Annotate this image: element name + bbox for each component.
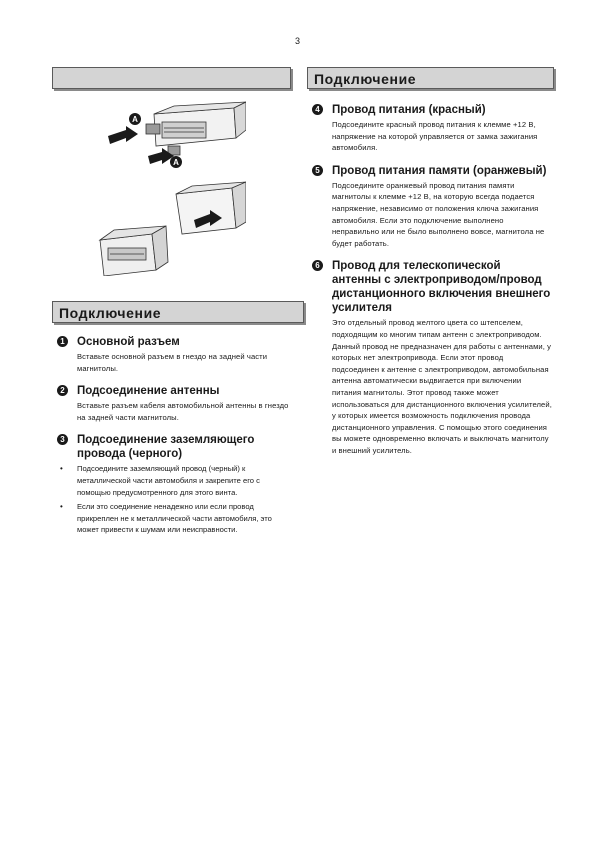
right-section-header bbox=[307, 67, 554, 89]
item-body: Вставьте разъем кабеля автомобильной антенны в гнездо на задней части магнитолы. bbox=[77, 401, 289, 422]
callout-a-label: A bbox=[132, 115, 138, 124]
item-body: Подсоедините оранжевый провод питания памяти магнитолы к клемме +12 В, на которую всегда подается напряжение, независимо от положения ключа зажигания автомобиля. Если это подключение выполнено неправильно или не было выполнено вовсе, магнитола не будет работать. bbox=[332, 180, 545, 248]
bullet-text: Если это соединение ненадежно или если провод прикреплен не к металлической части автомобиля, это может привести к шумам или неисправности. bbox=[77, 502, 272, 535]
item-title: Основной разъем bbox=[77, 336, 180, 348]
left-section-title: Подключение bbox=[59, 305, 162, 321]
callout-a-bottom bbox=[170, 156, 182, 168]
left-column bbox=[57, 335, 295, 546]
callout-a-label: A bbox=[173, 158, 179, 167]
item-title: Провод питания (красный) bbox=[332, 104, 486, 116]
item-body: Это отдельный провод желтого цвета со штепселем, подходящим ко многим типам антенн с электроприводом. Данный провод не предназначен для работы с антеннами, у которых нет электропривода. Если этот провод подсоединен к антенне с электроприводом, автомобильная антенна автоматически выдвигается при включении питания магнитолы. Этот провод также может использоваться для дистанционного включения усилителей, у которых имеется возможность подключения провода дистанционного управления. С помощью этого соединения вы можете одновременно включать и выключать магнитолу и внешний усилитель. bbox=[332, 318, 552, 455]
right-column bbox=[312, 103, 552, 466]
item-title: Подсоединение заземляющего провода (черного) bbox=[77, 434, 255, 461]
item-number: 5 bbox=[312, 165, 323, 176]
item-number: 1 bbox=[57, 336, 68, 347]
callout-a-top bbox=[129, 113, 141, 125]
item-memory-power-wire bbox=[312, 164, 552, 250]
bullet-text: Подсоедините заземляющий провод (черный) к металлической части автомобиля и закрепите его с помощью предусмотренного для этого винта. bbox=[77, 464, 260, 497]
item-ground-wire bbox=[57, 433, 295, 536]
installation-illustration bbox=[96, 98, 246, 276]
item-antenna-amp-wire bbox=[312, 259, 552, 456]
item-number: 6 bbox=[312, 260, 323, 271]
item-title: Подсоединение антенны bbox=[77, 385, 220, 398]
item-antenna bbox=[57, 384, 295, 423]
left-top-header-bar bbox=[52, 67, 291, 89]
left-section-header bbox=[52, 301, 304, 323]
item-power-wire bbox=[312, 103, 552, 154]
item-number: 2 bbox=[57, 385, 68, 396]
item-body: Вставьте основной разъем в гнездо на задней части магнитолы. bbox=[77, 352, 268, 373]
item-number: 3 bbox=[57, 434, 68, 445]
bullet-list bbox=[60, 463, 295, 536]
right-section-title: Подключение bbox=[314, 71, 417, 87]
page-number: 3 bbox=[294, 36, 300, 46]
item-title: Провод для телескопической антенны с электроприводом/провод дистанционного включения внешнего усилителя bbox=[332, 260, 551, 315]
bullet-item: • Подсоедините заземляющий провод (черный) к металлической части автомобиля и закрепите его с помощью предусмотренного для этого винта. bbox=[60, 464, 260, 497]
item-body: Подсоедините красный провод питания к клемме +12 В, напряжение на которой управляется от замка зажигания автомобиля. bbox=[332, 120, 538, 153]
item-main-connector bbox=[57, 335, 295, 374]
item-number: 4 bbox=[312, 104, 323, 115]
bullet-item: • Если это соединение ненадежно или если провод прикреплен не к металлической части автомобиля, это может привести к шумам или неисправности. bbox=[60, 502, 272, 535]
item-title: Провод питания памяти (оранжевый) bbox=[332, 164, 547, 177]
